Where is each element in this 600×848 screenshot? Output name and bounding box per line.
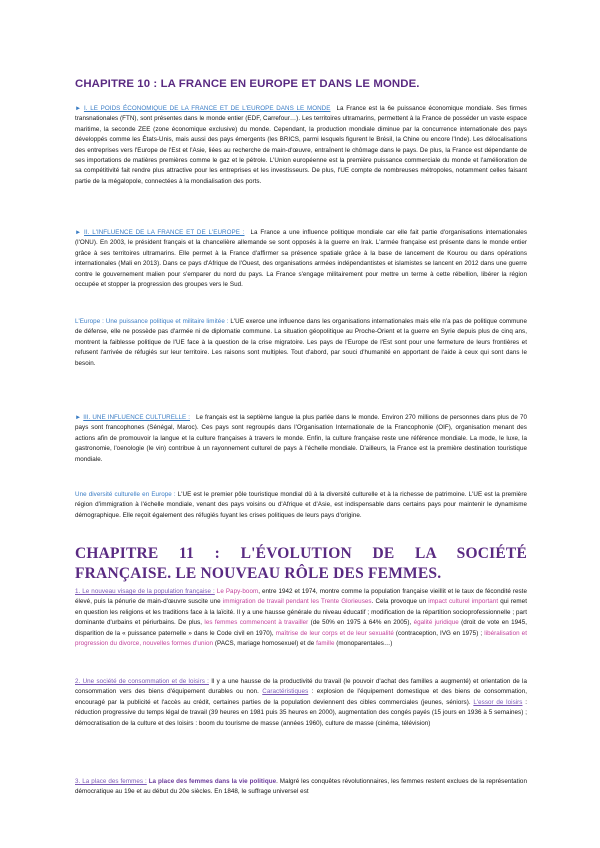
section-2-heading: II. L'INFLUENCE DE LA FRANCE ET DE L'EUROPE : [84,229,245,236]
essor-loisirs-term: L'essor de loisirs [473,698,523,706]
femmes-travail-term: les femmes commencent à travailler [204,619,309,627]
item-1-text: (de 50% en 1975 à 64% en 2005), [308,619,414,627]
chapter-10-title: CHAPITRE 10 : LA FRANCE EN EUROPE ET DANS LE MONDE. [75,78,420,90]
section-3-sub-text: L'UE est le premier pôle touristique mondial dû à la diversité culturelle et à la richesse de patrimoine. L'UE est la première région d'immigration à l'échelle mondiale, venant des pays voisins ou d'Afrique et d'Asie, est indispensable dans certains pays pour maintenir le dynamisme démographique. Elle reçoit également des réfugiés fuyant les crises politiques de leurs pays d'origine. [75,491,527,519]
famille-term: famille [316,640,335,648]
item-2-paragraph [75,677,527,729]
section-1-heading: I. LE POIDS ÉCONOMIQUE DE LA FRANCE ET DE L'EUROPE DANS LE MONDE [83,105,331,112]
section-2-sub-paragraph [75,317,527,369]
section-3-paragraph [75,413,527,465]
item-1-text: . Cela provoque un [371,598,429,606]
item-2-text: : explosion de l'équipement domestique et des biens de consommation, encouragé par la publicité et l'accès au crédit, certaines parties de la population deviennent des cibles commerciales (jeunes, séniors). [75,688,528,706]
item-1-text: qui remet en question les religions et les traditions face à la laïcité. Il y a une hausse générale du niveau éducatif ; modification de la répartition socioprofessionnelle ; part dominante d'urbains et périurbains. De plus, [75,598,527,627]
item-3-heading: 3. La place des femmes : [75,778,147,785]
item-1-text: (monoparentales…) [334,640,393,648]
item-1-text: (PACS, mariage homosexuel) et de [213,640,317,648]
item-2-heading: 2. Une société de consommation et de loisirs : [75,678,209,685]
item-3-paragraph [75,777,527,798]
vie-politique-term: La place des femmes dans la vie politique [148,778,277,785]
section-3-sub-heading: Une diversité culturelle en Europe : [75,491,176,498]
item-2-text: Il y a une hausse de la productivité du travail (le pouvoir d'achat des familles a augmenté) et orientation de la consommation vers des biens d'équipement durables ou non. [75,678,527,696]
section-3-sub-paragraph [75,490,527,521]
arrow-bullet-icon: ► [75,414,82,421]
egalite-juridique-term: égalité juridique [413,619,459,627]
section-2-text: La France a une influence politique mondiale car elle fait partie d'organisations internationales (l'ONU). En 2003, le président français et la chancelière allemande se sont opposés à la guerre en Irak. L'armée française est présente dans le monde entier grâce à ses territoires ultramarins. Elle permet à la France d'affirmer sa présence spatiale grâce à la base de lancement de Kourou ou dans opérations internationales (Mali en 2013). Dans ce pays d'Afrique de l'Ouest, des organisations armées indépendantistes et islamistes se lancent en 2012 dans une guerre contre le gouvernement malien pour s'emparer du nord du pays. La France s'engage militairement pour mettre un terme à cette rébellion, libérer la région occupée et stopper la progression des groupes vers le Sud. [75,229,527,289]
section-2-paragraph [75,228,527,290]
impact-culturel-term: impact culturel important [428,598,499,606]
item-1-text: , entre 1942 et 1974, montre comme la population française vieillit et le taux de fécondité reste élevé, puis la pénurie de main-d'œuvre suscite une [75,588,527,606]
chapter-11-title: CHAPITRE 11 : L'ÉVOLUTION DE LA SOCIÉTÉ FRANÇAISE. LE NOUVEAU RÔLE DES FEMMES. [75,545,527,582]
item-2-text: : réduction progressive du temps légal de travail (39 heures en 1981 puis 35 heures en 2000), augmentation des congés payés (15 jours en 1936 à 5 semaines) ; démocratisation de la culture et des loisirs : boom du tourisme de masse (années 1960), culture de masse (cinéma, télévision) [75,698,528,727]
item-1-text: (droit de vote en 1945, disparition de la « puissance paternelle » dans le Code civil en 1970), [75,619,528,637]
immigration-term: immigration de travail pendant les Trente Glorieuses [222,598,372,606]
item-3-text: . Malgré les conquêtes révolutionnaires, les femmes restent exclues de la représentation démocratique au 19e et au début du 20e siècles. En 1848, le suffrage universel est [75,778,527,796]
maitrise-corps-term: maîtrise de leur corps et de leur sexualité [275,629,394,637]
section-3-heading: III. UNE INFLUENCE CULTURELLE : [83,414,190,421]
item-1-paragraph [75,587,527,649]
arrow-bullet-icon: ► [75,229,82,236]
item-1-heading: 1. Le nouveau visage de la population française : [75,588,215,595]
section-3-text: Le français est la septième langue la plus parlée dans le monde. Environ 270 millions de personnes dans plus de 70 pays sont francophones (Sénégal, Maroc). Ces pays sont regroupés dans l'Organisation Internationale de la Francophonie (OIF), organisation menant des actions afin de promouvoir la langue et la culture françaises à travers le monde. Enfin, la culture française reste une référence mondiale. La mode, le luxe, la gastronomie, l'oenologie (le vin) contribue à un rayonnement culturel de pays à l'échelle mondiale. D'ailleurs, la France est la première destination touristique mondiale. [75,414,527,463]
papy-boom-term: Le Papy-boom [216,588,259,595]
item-1-text: (contraception, IVG en 1975) ; [393,629,485,637]
section-1-paragraph [75,104,527,187]
caracteristiques-term: Caractéristiques [262,688,309,696]
divorce-term: libéralisation et progression du divorce, nouvelles formes d'union [75,629,527,648]
section-1-text: La France est la 6e puissance économique mondiale. Ses firmes transnationales (FTN), sont présentes dans le monde entier (EDF, Carrefour…). Les territoires ultramarins, permettent à la France de posséder un vaste espace maritime, la seconde ZEE (zone économique exclusive) du monde. Cependant, la production mondiale diminue par la concurrence internationale des pays développés comme les États-Unis, mais aussi des pays émergents (les BRICS, parmi lesquels figurent le Brésil, la Chine ou encore l'Inde). Les délocalisations des entreprises vers l'Europe de l'Est et l'Asie, liées au recherche de main-d'œuvre, entraînent le chômage dans le pays. De plus, la France est dépendante de ses importations de matières premières comme le gaz et le pétrole. L'Union européenne est la première puissance commerciale du monde et l'amélioration de sa compétitivité fait rendre plus attractive pour les entreprises et les investisseurs. De plus, l'UE compte de nombreuses métropoles, notamment celles faisant partie de la mégalopole, connectées à la mondialisation des ports. [75,105,527,185]
section-2-sub-text: L'UE exerce une influence dans les organisations internationales mais elle n'a pas de politique commune de défense, elle ne possède pas d'armée ni de diplomatie commune. La situation géopolitique au Proche-Orient et la guerre en Syrie depuis plus de cinq ans, montrent la faiblesse politique de l'UE face à la question de la crise migratoire. Les pays de l'Europe de l'Est sont pour une fermeture de leurs frontières et refusent l'arrivée de réfugiés sur leur territoire. Les raisons sont multiples. Tout d'abord, par souci d'humanité en apportant de l'aide à ceux qui sont dans le besoin. [75,318,527,367]
arrow-bullet-icon: ► [75,105,82,112]
section-2-sub-heading: L'Europe : Une puissance politique et militaire limitée : [75,318,229,325]
